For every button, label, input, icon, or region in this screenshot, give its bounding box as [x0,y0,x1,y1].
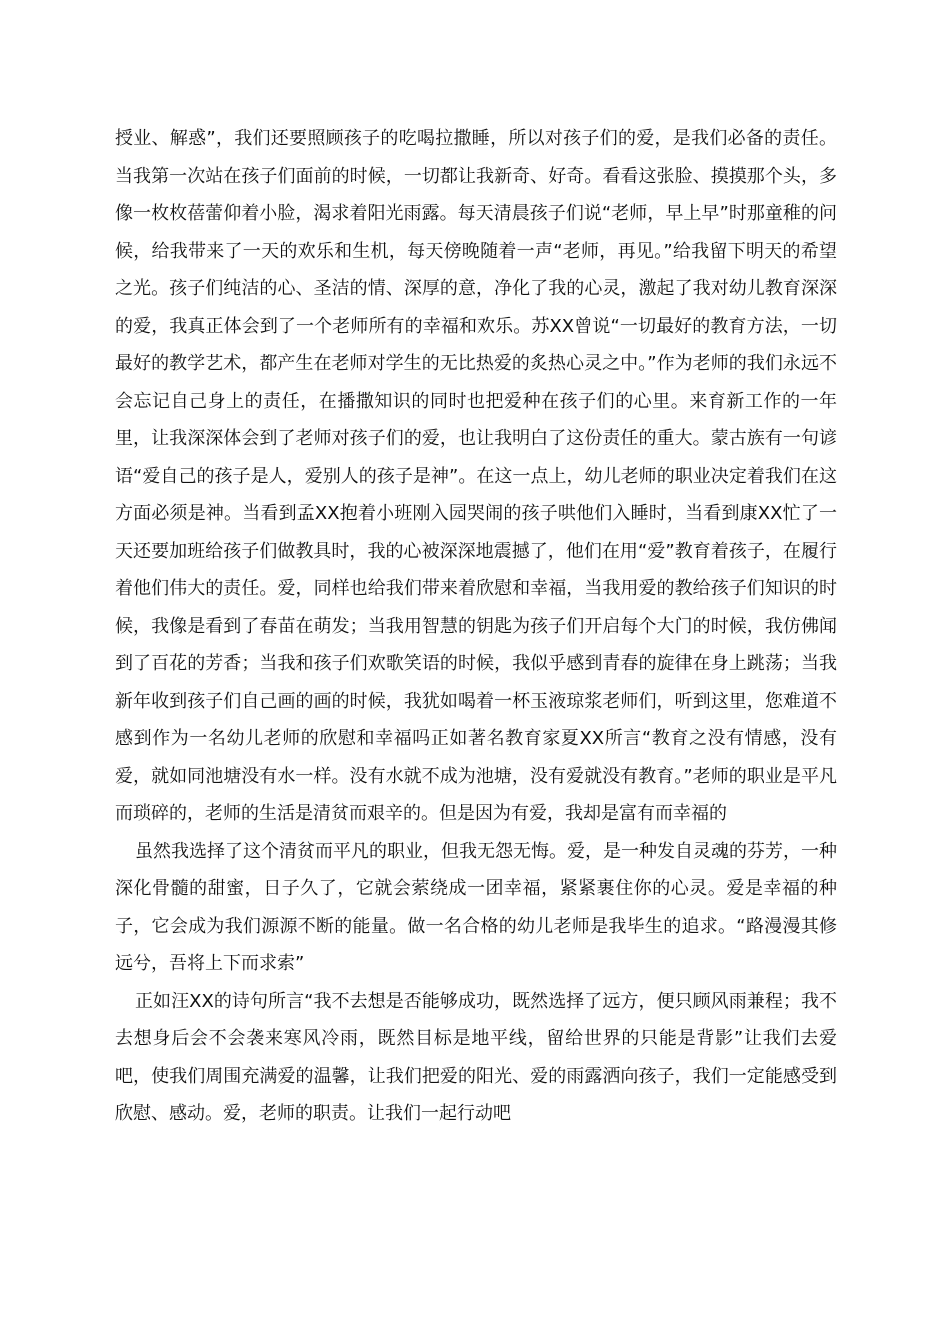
paragraph-1: 授业、解惑”，我们还要照顾孩子的吃喝拉撒睡，所以对孩子们的爱，是我们必备的责任。当我第一次站在孩子们面前的时候，一切都让我新奇、好奇。看看这张脸、摸摸那个头，多像一枚枚蓓蕾仰着小脸，渴求着阳光雨露。每天清晨孩子们说“老师，早上早”时那童稚的问候，给我带来了一天的欢乐和生机，每天傍晚随着一声“老师，再见。”给我留下明天的希望之光。孩子们纯洁的心、圣洁的情、深厚的意，净化了我的心灵，激起了我对幼儿教育深深的爱，我真正体会到了一个老师所有的幸福和欢乐。苏XX曾说“一切最好的教育方法，一切最好的教学艺术，都产生在老师对学生的无比热爱的炙热心灵之中。”作为老师的我们永远不会忘记自己身上的责任，在播撒知识的同时也把爱种在孩子们的心里。来育新工作的一年里，让我深深体会到了老师对孩子们的爱，也让我明白了这份责任的重大。蒙古族有一句谚语“爱自己的孩子是人，爱别人的孩子是神”。在这一点上，幼儿老师的职业决定着我们在这方面必须是神。当看到孟XX抱着小班刚入园哭闹的孩子哄他们入睡时，当看到康XX忙了一天还要加班给孩子们做教具时，我的心被深深地震撼了，他们在用“爱”教育着孩子，在履行着他们伟大的责任。爱，同样也给我们带来着欣慰和幸福，当我用爱的教给孩子们知识的时候，我像是看到了春苗在萌发；当我用智慧的钥匙为孩子们开启每个大门的时候，我仿佛闻到了百花的芳香；当我和孩子们欢歌笑语的时候，我似乎感到青春的旋律在身上跳荡；当我新年收到孩子们自己画的画的时候，我犹如喝着一杯玉液琼浆老师们，听到这里，您难道不感到作为一名幼儿老师的欣慰和幸福吗正如著名教育家夏XX所言“教育之没有情感，没有爱，就如同池塘没有水一样。没有水就不成为池塘，没有爱就没有教育。”老师的职业是平凡而琐碎的，老师的生活是清贫而艰辛的。但是因为有爱，我却是富有而幸福的 [115,128,837,824]
paragraph-2: 虽然我选择了这个清贫而平凡的职业，但我无怨无悔。爱，是一种发自灵魂的芬芳，一种深化骨髓的甜蜜，日子久了，它就会萦绕成一团幸福，紧紧裹住你的心灵。爱是幸福的种子，它会成为我们源源不断的能量。做一名合格的幼儿老师是我毕生的追求。“路漫漫其修远兮，吾将上下而求索” [115,840,837,974]
paragraph-3: 正如汪XX的诗句所言“我不去想是否能够成功，既然选择了远方，便只顾风雨兼程；我不去想身后会不会袭来寒风冷雨，既然目标是地平线，留给世界的只能是背影”让我们去爱吧，使我们周围充满爱的温馨，让我们把爱的阳光、爱的雨露洒向孩子，我们一定能感受到欣慰、感动。爱，老师的职责。让我们一起行动吧 [115,990,837,1124]
document-body [115,120,837,1133]
